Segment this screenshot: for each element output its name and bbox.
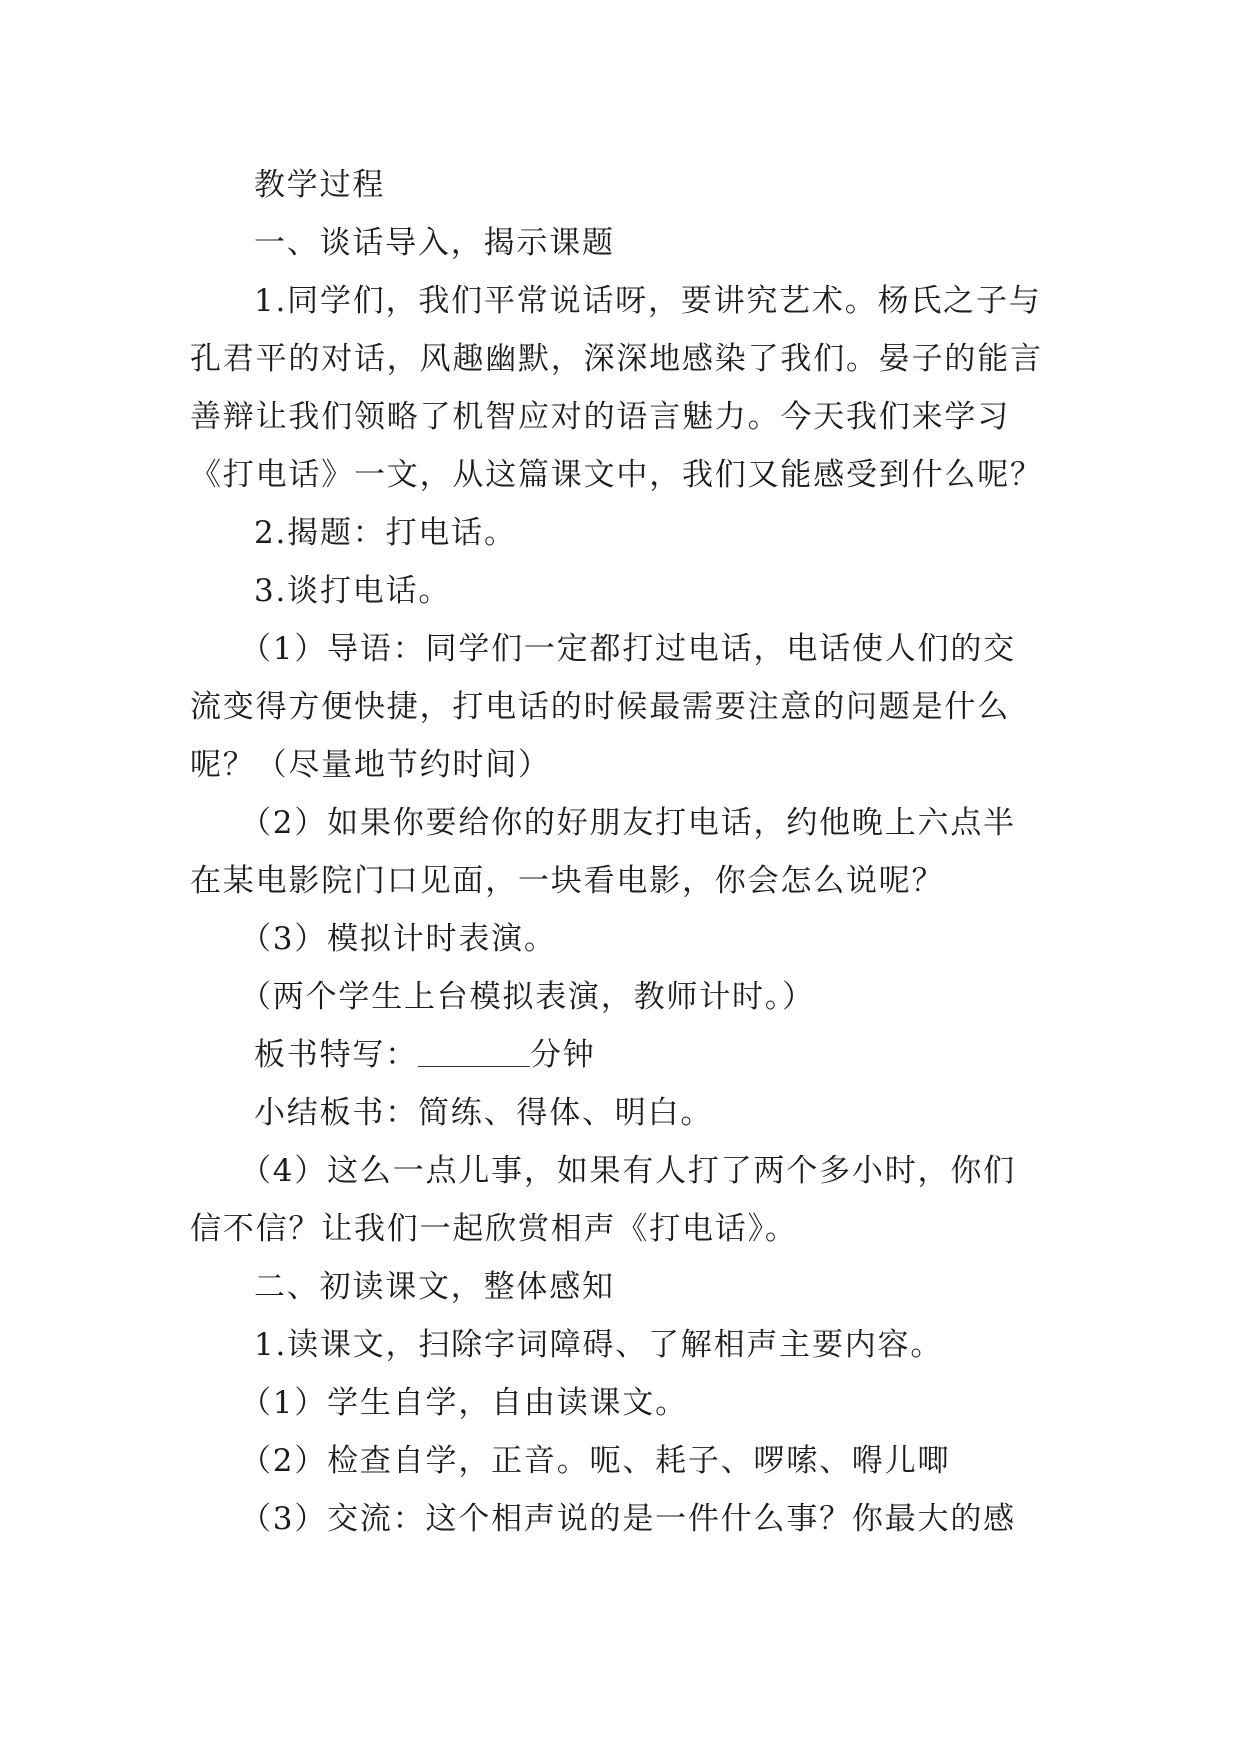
paragraph-line: 流变得方便快捷，打电话的时候最需要注意的问题是什么 <box>190 689 1010 725</box>
paragraph-line: 信不信？让我们一起欣赏相声《打电话》。 <box>190 1211 798 1247</box>
paragraph-line: 3.谈打电话。 <box>254 573 452 609</box>
paragraph-line: （2）检查自学，正音。呃、耗子、啰嗦、嘚儿唧 <box>240 1443 951 1479</box>
section-heading: 二、初读课文，整体感知 <box>254 1269 615 1305</box>
section-heading: 一、谈话导入，揭示课题 <box>254 225 615 261</box>
fill-in-blank <box>418 1036 530 1067</box>
paragraph-line: 孔君平的对话，风趣幽默，深深地感染了我们。晏子的能言 <box>190 341 1043 377</box>
lesson-text <box>190 156 1052 1548</box>
paragraph-line: （3）交流：这个相声说的是一件什么事？你最大的感 <box>240 1501 1016 1537</box>
paragraph-line: （3）模拟计时表演。 <box>240 921 557 957</box>
blank-unit: 分钟 <box>530 1037 596 1073</box>
paragraph-line: （1）导语：同学们一定都打过电话，电话使人们的交 <box>240 631 1016 667</box>
paragraph-line: 1.读课文，扫除字词障碍、了解相声主要内容。 <box>254 1327 944 1363</box>
paragraph-line: 2.揭题：打电话。 <box>254 515 517 551</box>
paragraph-line: （1）学生自学，自由读课文。 <box>240 1385 688 1421</box>
blackboard-label: 板书特写： <box>254 1037 418 1073</box>
paragraph-line: （两个学生上台模拟表演，教师计时。） <box>240 979 815 1015</box>
paragraph-line: 1.同学们，我们平常说话呀，要讲究艺术。杨氏之子与 <box>254 283 1042 319</box>
section-heading: 教学过程 <box>254 167 386 203</box>
paragraph-line: 善辩让我们领略了机智应对的语言魅力。今天我们来学习 <box>190 399 1010 435</box>
paragraph-line: 《打电话》一文，从这篇课文中，我们又能感受到什么呢？ <box>190 457 1043 493</box>
paragraph-line: （4）这么一点儿事，如果有人打了两个多小时，你们 <box>240 1153 1016 1189</box>
blackboard-line <box>190 1026 1052 1084</box>
paragraph-line: 呢？（尽量地节约时间） <box>190 747 551 783</box>
paragraph-line: 在某电影院门口见面，一块看电影，你会怎么说呢？ <box>190 863 945 899</box>
paragraph-line: （2）如果你要给你的好朋友打电话，约他晚上六点半 <box>240 805 1016 841</box>
paragraph-line: 小结板书：简练、得体、明白。 <box>254 1095 714 1131</box>
